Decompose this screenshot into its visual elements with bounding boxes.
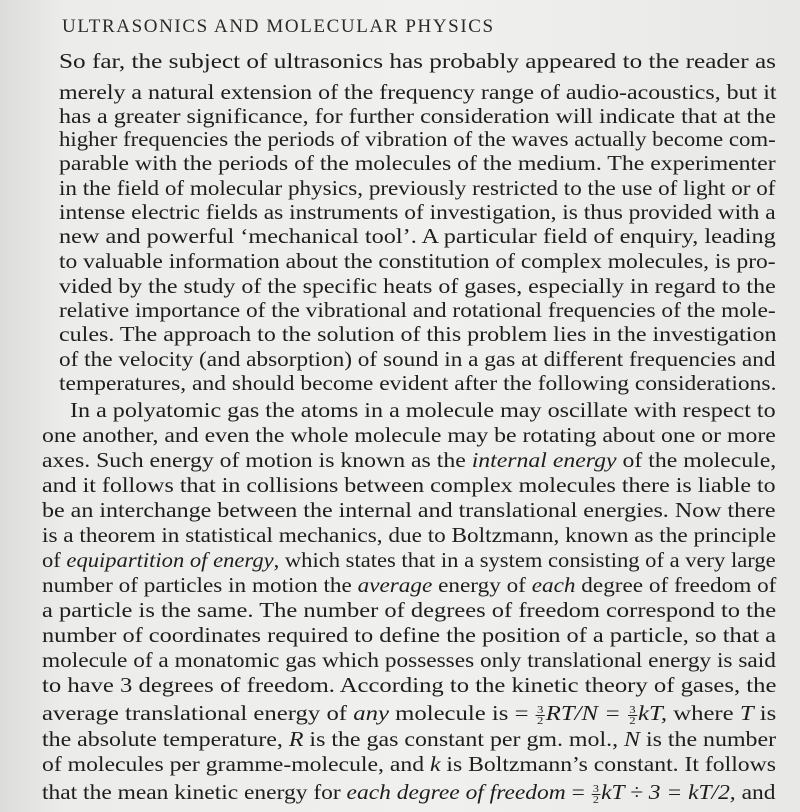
text-line: higher frequencies the periods of vibration of the waves actually become com- — [59, 127, 776, 151]
fraction: $\frac{3}{2}$ — [592, 782, 599, 806]
text-line: has a greater significance, for further consideration will indicate that at the — [59, 104, 776, 128]
text-line: and it follows that in collisions between complex molecules there is liable to — [42, 473, 776, 497]
text-line: one another, and even the whole molecule may be rotating about one or more — [42, 423, 776, 447]
text-line: intense electric fields as instruments of investigation, is thus provided with a — [59, 200, 776, 224]
text-line: of molecules per gramme-molecule, and k is Boltzmann’s constant. It follows — [42, 752, 776, 776]
fraction: $\frac{3}{2}$ — [537, 703, 544, 727]
text-line: molecule of a monatomic gas which possesses only translational energy is said — [42, 648, 776, 672]
text-line: relative importance of the vibrational and rotational frequencies of the mole- — [59, 298, 776, 322]
text-line: parable with the periods of the molecules of the medium. The experimenter — [59, 151, 776, 175]
text-line: is a theorem in statistical mechanics, due to Boltzmann, known as the principle — [42, 523, 777, 547]
emphasis-average: average — [357, 573, 433, 597]
text-line: new and powerful ‘mechanical tool’. A particular field of enquiry, leading — [59, 224, 776, 248]
text-line: temperatures, and should become evident after the following considerations. — [59, 371, 777, 395]
text-line: vided by the study of the specific heats of gases, especially in regard to the — [59, 274, 776, 298]
emphasis-equipartition: equipartition of energy — [66, 548, 274, 572]
text-line: to have 3 degrees of freedom. According to the kinetic theory of gases, the — [42, 673, 777, 697]
text-line: So far, the subject of ultrasonics has probably appeared to the reader as — [59, 49, 776, 73]
text-line: be an interchange between the internal and translational energies. Now there — [42, 498, 776, 522]
text-line-equation: average translational energy of any molecule is = $\frac{3}{2}$ RT/N = $\frac{3}{2}$ kT, where T is — [42, 701, 777, 727]
emphasis-internal-energy: internal energy — [471, 448, 617, 472]
page-heading: ULTRASONICS AND MOLECULAR PHYSICS — [62, 16, 495, 37]
text-line: In a polyatomic gas the atoms in a molecule may oscillate with respect to — [70, 398, 776, 422]
text-line: of the velocity (and absorption) of sound in a gas at different frequencies and — [59, 347, 776, 371]
text-line: number of particles in motion the average energy of each degree of freedom of — [42, 573, 777, 597]
text-line: a particle is the same. The number of degrees of freedom correspond to the — [42, 598, 777, 622]
text-line: of equipartition of energy, which states that in a system consisting of a very large — [42, 548, 776, 572]
text-line-equation: that the mean kinetic energy for each degree of freedom = $\frac{3}{2}$ kT ÷ 3 = kT/2, and — [42, 780, 776, 806]
text-line: in the field of molecular physics, previously restricted to the use of light or of — [59, 176, 776, 200]
text-line: to valuable information about the constitution of complex molecules, is pro- — [59, 249, 776, 273]
emphasis-each: each — [531, 573, 576, 597]
text-line: cules. The approach to the solution of this problem lies in the investigation — [59, 322, 777, 346]
text-line: merely a natural extension of the frequency range of audio-acoustics, but it — [59, 80, 777, 104]
text-line: number of coordinates required to define the position of a particle, so that a — [42, 623, 777, 647]
text-line: the absolute temperature, R is the gas constant per gm. mol., N is the number — [42, 727, 777, 751]
fraction: $\frac{3}{2}$ — [629, 703, 636, 727]
text-line: axes. Such energy of motion is known as the internal energy of the molecule, — [42, 448, 777, 472]
